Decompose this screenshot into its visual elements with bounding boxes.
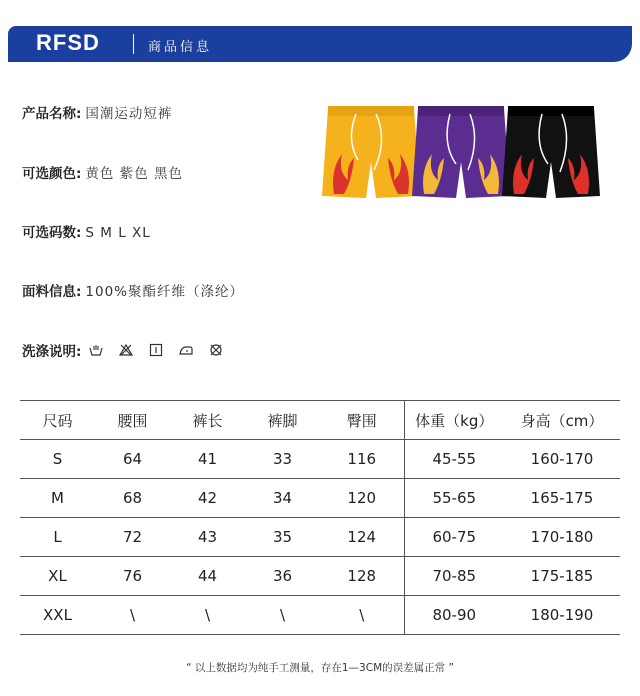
header-banner bbox=[8, 26, 632, 62]
no-dry-clean-icon bbox=[209, 343, 223, 357]
info-label: 产品名称: bbox=[22, 106, 82, 122]
table-cell: 42 bbox=[170, 479, 245, 518]
wash-label: 洗涤说明: bbox=[22, 344, 82, 360]
table-header-cell: 体重（kg） bbox=[404, 401, 504, 440]
table-row bbox=[20, 479, 620, 518]
info-value: S M L XL bbox=[85, 225, 151, 241]
table-cell: 68 bbox=[95, 479, 170, 518]
table-cell: 45-55 bbox=[404, 440, 504, 479]
table-row bbox=[20, 440, 620, 479]
table-row bbox=[20, 557, 620, 596]
table-header-cell: 腰围 bbox=[95, 401, 170, 440]
table-cell: 128 bbox=[320, 557, 404, 596]
hand-wash-icon bbox=[89, 343, 103, 357]
brand-logo: RFSD bbox=[36, 30, 100, 55]
measurement-footnote: “ 以上数据均为纯手工测量，存在1—3CM的误差属正常 ” bbox=[186, 662, 454, 674]
table-header-row bbox=[20, 401, 620, 440]
info-fabric bbox=[22, 280, 244, 300]
table-cell: 36 bbox=[245, 557, 320, 596]
table-cell: 43 bbox=[170, 518, 245, 557]
table-cell: XL bbox=[20, 557, 95, 596]
info-product-name bbox=[22, 102, 172, 122]
table-cell: L bbox=[20, 518, 95, 557]
table-row bbox=[20, 518, 620, 557]
table-cell: XXL bbox=[20, 596, 95, 635]
wash-instructions bbox=[22, 340, 239, 360]
table-cell: 170-180 bbox=[504, 518, 620, 557]
table-cell: 72 bbox=[95, 518, 170, 557]
iron-icon bbox=[179, 343, 193, 357]
table-header-cell: 裤长 bbox=[170, 401, 245, 440]
header-title: 商品信息 bbox=[148, 40, 213, 55]
info-value: 黄色 紫色 黑色 bbox=[85, 166, 183, 182]
table-header-cell: 身高（cm） bbox=[504, 401, 620, 440]
info-value: 100%聚酯纤维（涤纶） bbox=[85, 284, 245, 300]
table-cell: 180-190 bbox=[504, 596, 620, 635]
table-cell: 60-75 bbox=[404, 518, 504, 557]
header-divider bbox=[133, 34, 134, 54]
table-cell: M bbox=[20, 479, 95, 518]
table-cell: 70-85 bbox=[404, 557, 504, 596]
table-header-cell: 裤脚 bbox=[245, 401, 320, 440]
table-row bbox=[20, 596, 620, 635]
table-cell: 41 bbox=[170, 440, 245, 479]
info-value: 国潮运动短裤 bbox=[85, 106, 173, 122]
table-cell: 124 bbox=[320, 518, 404, 557]
info-colors bbox=[22, 162, 183, 182]
info-label: 可选码数: bbox=[22, 225, 82, 241]
info-sizes bbox=[22, 221, 151, 241]
table-cell: 116 bbox=[320, 440, 404, 479]
table-cell: 120 bbox=[320, 479, 404, 518]
table-cell: 175-185 bbox=[504, 557, 620, 596]
table-cell: \ bbox=[95, 596, 170, 635]
no-bleach-icon bbox=[119, 343, 133, 357]
size-table bbox=[20, 400, 620, 635]
product-images bbox=[316, 100, 634, 210]
table-cell: 34 bbox=[245, 479, 320, 518]
info-label: 面料信息: bbox=[22, 284, 82, 300]
black-shorts-image bbox=[496, 100, 606, 210]
table-cell: S bbox=[20, 440, 95, 479]
wash-icons bbox=[89, 343, 239, 357]
table-header-cell: 臀围 bbox=[320, 401, 404, 440]
table-cell: 33 bbox=[245, 440, 320, 479]
table-cell: 44 bbox=[170, 557, 245, 596]
info-label: 可选颜色: bbox=[22, 166, 82, 182]
table-cell: 160-170 bbox=[504, 440, 620, 479]
table-header-cell: 尺码 bbox=[20, 401, 95, 440]
table-cell: \ bbox=[170, 596, 245, 635]
table-cell: 80-90 bbox=[404, 596, 504, 635]
table-cell: \ bbox=[320, 596, 404, 635]
table-cell: 64 bbox=[95, 440, 170, 479]
table-cell: \ bbox=[245, 596, 320, 635]
table-cell: 76 bbox=[95, 557, 170, 596]
table-cell: 35 bbox=[245, 518, 320, 557]
tumble-dry-icon bbox=[149, 343, 163, 357]
table-cell: 55-65 bbox=[404, 479, 504, 518]
table-cell: 165-175 bbox=[504, 479, 620, 518]
